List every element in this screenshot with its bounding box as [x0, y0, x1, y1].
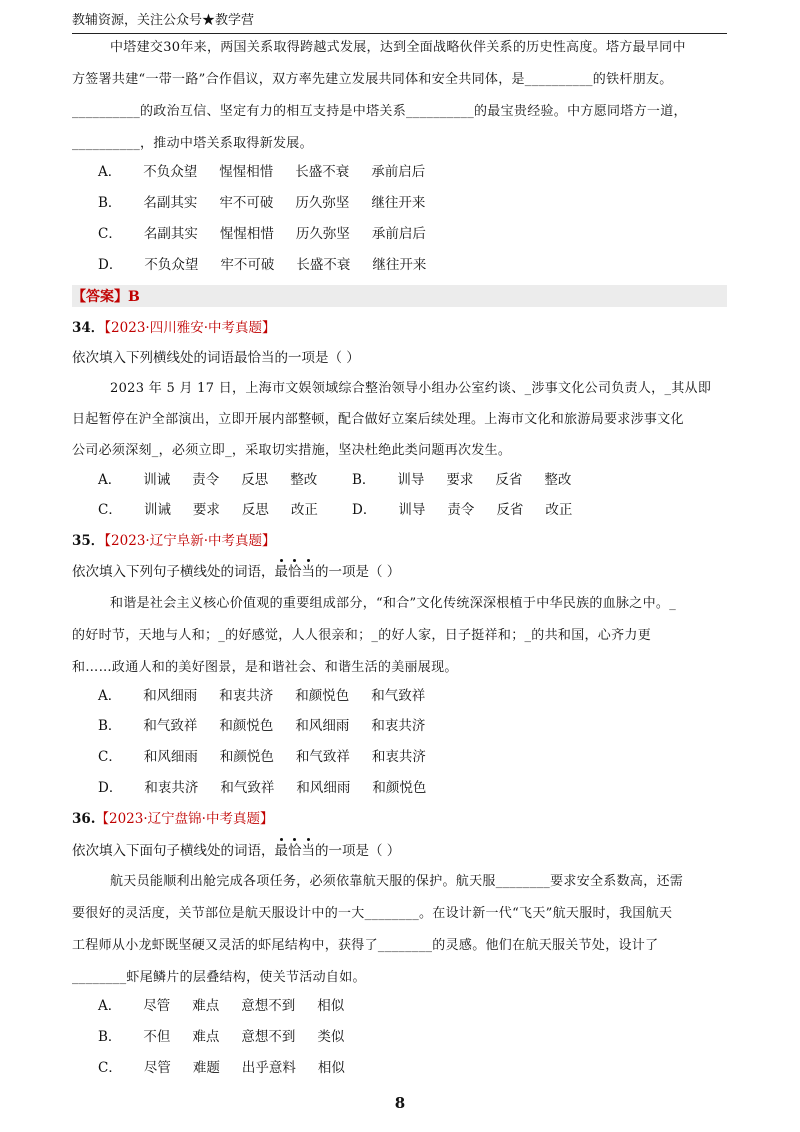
- question-number: 35．: [72, 533, 105, 549]
- option-label: A．: [98, 164, 122, 180]
- q34-heading: [72, 318, 276, 338]
- q34-option-d[interactable]: D． 训导 责令 反省 改正: [352, 502, 573, 518]
- q34-option-c[interactable]: C． 训诫 要求 反思 改正: [98, 502, 318, 518]
- q35-stem: 依次填入下列句子横线处的词语，最恰当的一项是（ ）: [72, 564, 401, 580]
- question-source: 【2023·四川雅安·中考真题】: [104, 320, 276, 336]
- q33-answer: 【答案】B: [72, 289, 140, 305]
- q34-passage-line-3: 公司必须深刻_，必须立即_，采取切实措施，坚决杜绝此类问题再次发生。: [72, 443, 512, 458]
- q36-passage-line-2: 要很好的灵活度，关节部位是航天服设计中的一大________。在设计新一代“飞天”航天服时，我国航天: [72, 906, 673, 921]
- q35-option-b[interactable]: B． 和气致祥 和颜悦色 和风细雨 和衷共济: [98, 718, 426, 734]
- page-header: 教辅资源，关注公众号★教学营: [72, 12, 727, 34]
- q36-heading: [72, 809, 273, 829]
- q35-option-d[interactable]: D． 和衷共济 和气致祥 和风细雨 和颜悦色: [98, 780, 427, 796]
- answer-bar: [72, 285, 727, 307]
- option-label: B．: [98, 195, 122, 211]
- q35-option-a[interactable]: A． 和风细雨 和衷共济 和颜悦色 和气致祥: [98, 688, 426, 704]
- page-number: 8: [394, 1094, 406, 1112]
- question-number: 36.: [72, 811, 96, 827]
- q33-passage-line-4: __________，推动中塔关系取得新发展。: [72, 136, 313, 151]
- q35-heading: [72, 531, 276, 551]
- q33-passage-line-1: 中塔建交30年来，两国关系取得跨越式发展，达到全面战略伙伴关系的历史性高度。塔方最早同中: [110, 40, 686, 55]
- q33-option-c[interactable]: C． 名副其实 惺惺相惜 历久弥坚 承前启后: [98, 226, 426, 242]
- q33-passage-line-3: __________的政治互信、坚定有力的相互支持是中塔关系__________的最宝贵经验。中方愿同塔方一道，: [72, 104, 687, 119]
- q35-option-c[interactable]: C． 和风细雨 和颜悦色 和气致祥 和衷共济: [98, 749, 426, 765]
- q36-option-c[interactable]: C． 尽管 难题 出乎意料 相似: [98, 1060, 345, 1076]
- q36-passage-line-3: 工程师从小龙虾既坚硬又灵活的虾尾结构中，获得了________的灵感。他们在航天服关节处，设计了: [72, 938, 659, 953]
- option-label: D．: [98, 257, 123, 273]
- question-source: 【2023·辽宁盘锦·中考真题】: [95, 811, 274, 827]
- q34-passage-line-2: 日起暂停在沪全部演出，立即开展内部整顿，配合做好立案后续处理。上海市文化和旅游局要求涉事文化: [72, 412, 684, 427]
- q34-stem: 依次填入下列横线处的词语最恰当的一项是（ ）: [72, 350, 360, 366]
- q36-stem: 依次填入下面句子横线处的词语，最恰当的一项是（ ）: [72, 843, 401, 859]
- q33-option-a[interactable]: A． 不负众望 惺惺相惜 长盛不衰 承前启后: [98, 164, 426, 180]
- q34-option-a[interactable]: A． 训诫 责令 反思 整改: [98, 472, 318, 488]
- q36-option-a[interactable]: A． 尽管 难点 意想不到 相似: [98, 998, 345, 1014]
- q33-option-b[interactable]: B． 名副其实 牢不可破 历久弥坚 继往开来: [98, 195, 426, 211]
- q36-option-b[interactable]: B． 不但 难点 意想不到 类似: [98, 1029, 345, 1045]
- q33-passage-line-2: 方签署共建“一带一路”合作倡议，双方率先建立发展共同体和安全共同体，是__________的铁杆朋友。: [72, 72, 673, 87]
- q35-passage-line-1: 和谐是社会主义核心价值观的重要组成部分，“和合”文化传统深深根植于中华民族的血脉之中。_: [110, 596, 676, 611]
- q34-option-b[interactable]: B． 训导 要求 反省 整改: [352, 472, 572, 488]
- q36-passage-line-1: 航天员能顺利出舱完成各项任务，必须依靠航天服的保护。航天服________要求安全系数高，还需: [110, 874, 684, 889]
- q34-passage-line-1: 2023 年 5 月 17 日，上海市文娱领域综合整治领导小组办公室约谈、_涉事文化公司负责人，_其从即: [110, 381, 712, 396]
- option-label: C．: [98, 226, 122, 242]
- q35-passage-line-3: 和……政通人和的美好图景，是和谐社会、和谐生活的美丽展现。: [72, 660, 458, 675]
- question-number: 34．: [72, 320, 105, 336]
- q35-passage-line-2: 的好时节，天地与人和；_的好感觉，人人很亲和；_的好人家，日子挺祥和；_的共和国，心齐力更: [72, 628, 652, 643]
- question-source: 【2023·辽宁阜新·中考真题】: [104, 533, 276, 549]
- q36-passage-line-4: ________虾尾鳞片的层叠结构，使关节活动自如。: [72, 970, 366, 985]
- q33-option-d[interactable]: D． 不负众望 牢不可破 长盛不衰 继往开来: [98, 257, 427, 273]
